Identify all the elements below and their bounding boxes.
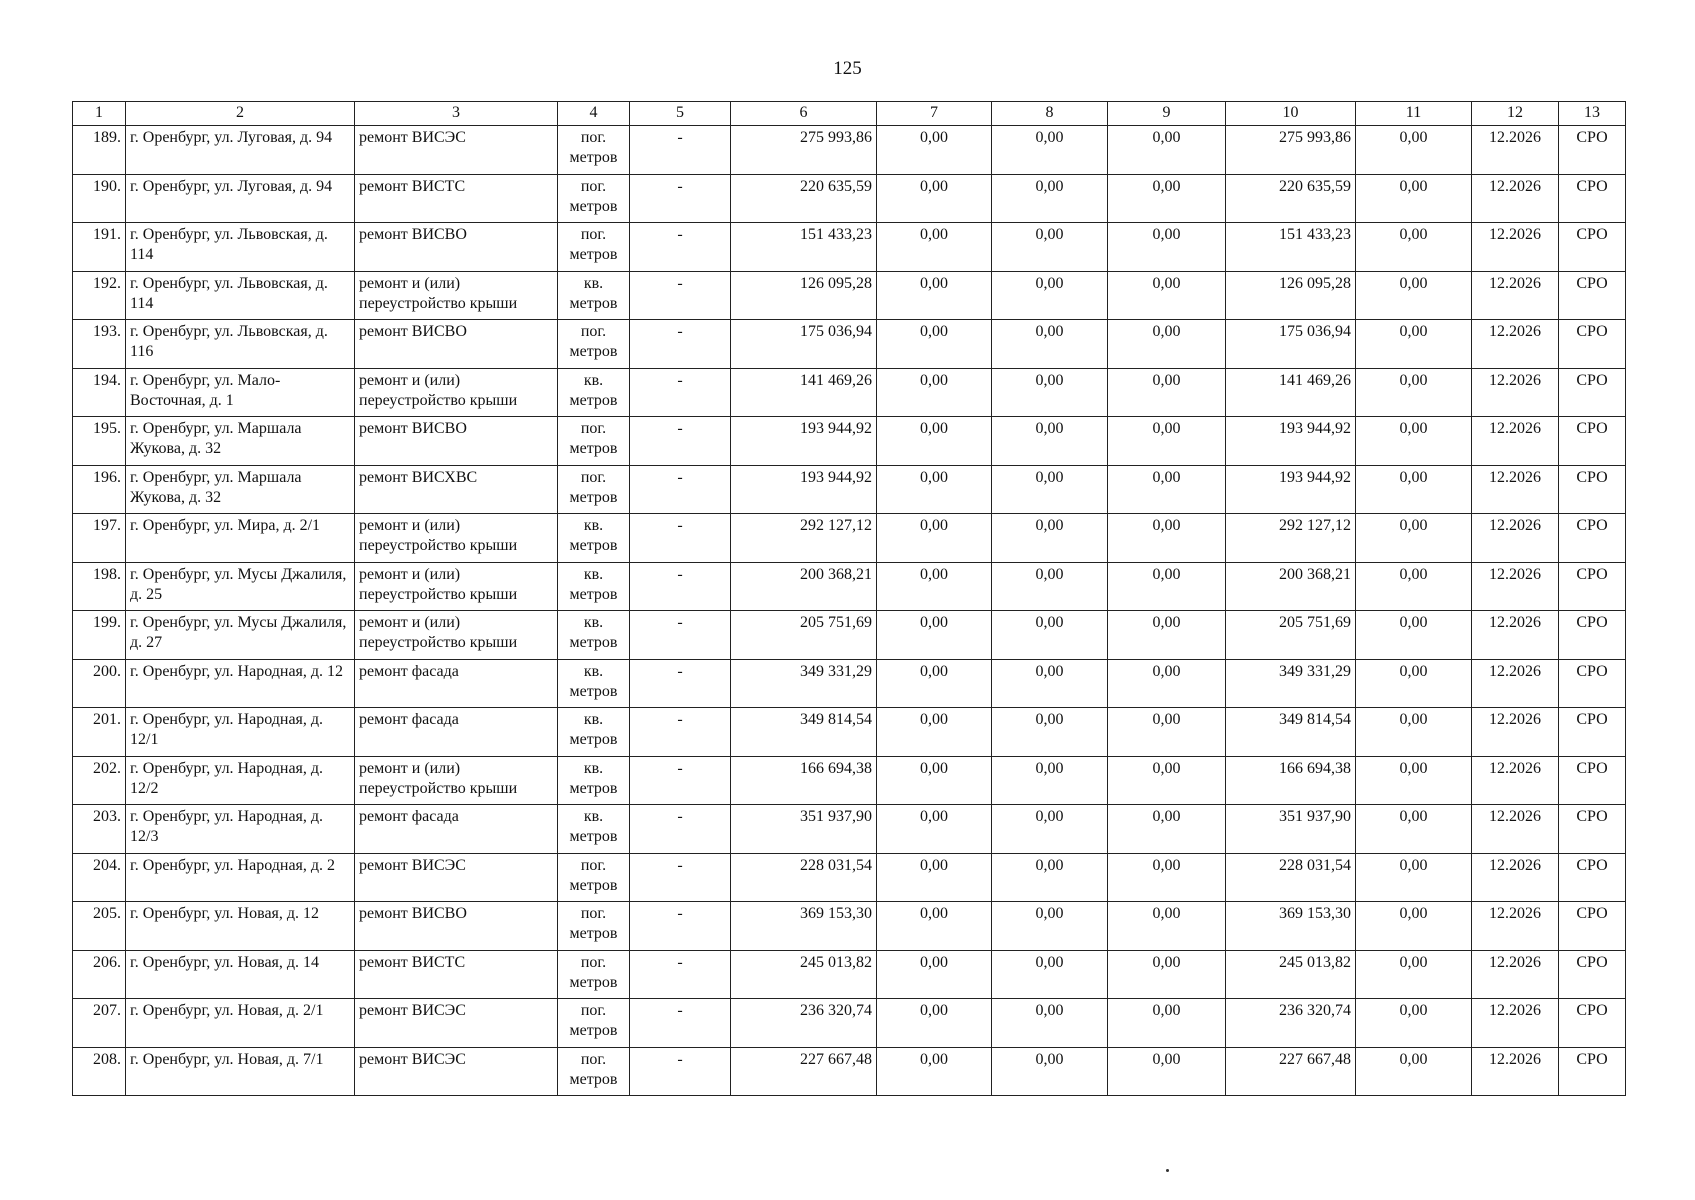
local-budget-cell: 0,00 <box>1108 514 1226 563</box>
table-row <box>73 756 1626 805</box>
unit-cell: пог. метров <box>558 126 630 175</box>
address-cell: г. Оренбург, ул. Новая, д. 2/1 <box>126 999 355 1048</box>
local-budget-cell: 0,00 <box>1108 223 1226 272</box>
other-funds-cell: 0,00 <box>1356 999 1472 1048</box>
budget-cell: 0,00 <box>992 465 1108 514</box>
owners-funds-cell: 227 667,48 <box>1226 1047 1356 1096</box>
budget-cell: 0,00 <box>992 950 1108 999</box>
column-header: 8 <box>992 102 1108 126</box>
budget-cell: 0,00 <box>992 223 1108 272</box>
completion-date-cell: 12.2026 <box>1472 853 1559 902</box>
owners-funds-cell: 200 368,21 <box>1226 562 1356 611</box>
local-budget-cell: 0,00 <box>1108 902 1226 951</box>
total-cost-cell: 351 937,90 <box>731 805 877 854</box>
column-header: 7 <box>877 102 992 126</box>
unit-cell: пог. метров <box>558 320 630 369</box>
total-cost-cell: 245 013,82 <box>731 950 877 999</box>
row-number-cell: 198. <box>73 562 126 611</box>
owners-funds-cell: 166 694,38 <box>1226 756 1356 805</box>
quantity-cell: - <box>630 902 731 951</box>
budget-cell: 0,00 <box>992 1047 1108 1096</box>
other-funds-cell: 0,00 <box>1356 465 1472 514</box>
other-funds-cell: 0,00 <box>1356 223 1472 272</box>
row-number-cell: 195. <box>73 417 126 466</box>
fund-cell: 0,00 <box>877 174 992 223</box>
unit-cell: кв. метров <box>558 659 630 708</box>
budget-cell: 0,00 <box>992 611 1108 660</box>
budget-cell: 0,00 <box>992 659 1108 708</box>
owners-funds-cell: 151 433,23 <box>1226 223 1356 272</box>
other-funds-cell: 0,00 <box>1356 562 1472 611</box>
other-funds-cell: 0,00 <box>1356 708 1472 757</box>
unit-cell: пог. метров <box>558 174 630 223</box>
operator-cell: СРО <box>1559 611 1626 660</box>
operator-cell: СРО <box>1559 368 1626 417</box>
other-funds-cell: 0,00 <box>1356 902 1472 951</box>
row-number-cell: 193. <box>73 320 126 369</box>
fund-cell: 0,00 <box>877 514 992 563</box>
work-type-cell: ремонт фасада <box>355 659 558 708</box>
operator-cell: СРО <box>1559 562 1626 611</box>
other-funds-cell: 0,00 <box>1356 611 1472 660</box>
owners-funds-cell: 205 751,69 <box>1226 611 1356 660</box>
completion-date-cell: 12.2026 <box>1472 708 1559 757</box>
completion-date-cell: 12.2026 <box>1472 659 1559 708</box>
completion-date-cell: 12.2026 <box>1472 126 1559 175</box>
quantity-cell: - <box>630 223 731 272</box>
table-row <box>73 805 1626 854</box>
local-budget-cell: 0,00 <box>1108 659 1226 708</box>
local-budget-cell: 0,00 <box>1108 417 1226 466</box>
address-cell: г. Оренбург, ул. Народная, д. 12/2 <box>126 756 355 805</box>
fund-cell: 0,00 <box>877 950 992 999</box>
unit-cell: пог. метров <box>558 902 630 951</box>
quantity-cell: - <box>630 708 731 757</box>
local-budget-cell: 0,00 <box>1108 611 1226 660</box>
quantity-cell: - <box>630 611 731 660</box>
table-row <box>73 950 1626 999</box>
unit-cell: кв. метров <box>558 368 630 417</box>
work-type-cell: ремонт ВИСХВС <box>355 465 558 514</box>
work-type-cell: ремонт и (или) переустройство крыши <box>355 271 558 320</box>
address-cell: г. Оренбург, ул. Мусы Джалиля, д. 25 <box>126 562 355 611</box>
owners-funds-cell: 292 127,12 <box>1226 514 1356 563</box>
table-row <box>73 999 1626 1048</box>
other-funds-cell: 0,00 <box>1356 417 1472 466</box>
owners-funds-cell: 349 814,54 <box>1226 708 1356 757</box>
address-cell: г. Оренбург, ул. Львовская, д. 114 <box>126 271 355 320</box>
completion-date-cell: 12.2026 <box>1472 174 1559 223</box>
column-header: 11 <box>1356 102 1472 126</box>
total-cost-cell: 349 331,29 <box>731 659 877 708</box>
other-funds-cell: 0,00 <box>1356 805 1472 854</box>
completion-date-cell: 12.2026 <box>1472 805 1559 854</box>
fund-cell: 0,00 <box>877 708 992 757</box>
column-header: 2 <box>126 102 355 126</box>
unit-cell: кв. метров <box>558 562 630 611</box>
address-cell: г. Оренбург, ул. Мусы Джалиля, д. 27 <box>126 611 355 660</box>
operator-cell: СРО <box>1559 708 1626 757</box>
unit-cell: кв. метров <box>558 611 630 660</box>
unit-cell: кв. метров <box>558 756 630 805</box>
total-cost-cell: 369 153,30 <box>731 902 877 951</box>
completion-date-cell: 12.2026 <box>1472 950 1559 999</box>
quantity-cell: - <box>630 805 731 854</box>
quantity-cell: - <box>630 659 731 708</box>
row-number-cell: 201. <box>73 708 126 757</box>
address-cell: г. Оренбург, ул. Новая, д. 14 <box>126 950 355 999</box>
owners-funds-cell: 369 153,30 <box>1226 902 1356 951</box>
fund-cell: 0,00 <box>877 465 992 514</box>
fund-cell: 0,00 <box>877 126 992 175</box>
owners-funds-cell: 193 944,92 <box>1226 417 1356 466</box>
column-header: 9 <box>1108 102 1226 126</box>
owners-funds-cell: 141 469,26 <box>1226 368 1356 417</box>
row-number-cell: 190. <box>73 174 126 223</box>
completion-date-cell: 12.2026 <box>1472 902 1559 951</box>
unit-cell: пог. метров <box>558 223 630 272</box>
unit-cell: кв. метров <box>558 708 630 757</box>
row-number-cell: 200. <box>73 659 126 708</box>
address-cell: г. Оренбург, ул. Народная, д. 12 <box>126 659 355 708</box>
total-cost-cell: 141 469,26 <box>731 368 877 417</box>
row-number-cell: 194. <box>73 368 126 417</box>
owners-funds-cell: 228 031,54 <box>1226 853 1356 902</box>
row-number-cell: 206. <box>73 950 126 999</box>
fund-cell: 0,00 <box>877 271 992 320</box>
other-funds-cell: 0,00 <box>1356 320 1472 369</box>
work-type-cell: ремонт и (или) переустройство крыши <box>355 611 558 660</box>
fund-cell: 0,00 <box>877 417 992 466</box>
unit-cell: пог. метров <box>558 950 630 999</box>
operator-cell: СРО <box>1559 853 1626 902</box>
operator-cell: СРО <box>1559 126 1626 175</box>
table-row <box>73 271 1626 320</box>
owners-funds-cell: 275 993,86 <box>1226 126 1356 175</box>
work-type-cell: ремонт ВИСЭС <box>355 1047 558 1096</box>
row-number-cell: 196. <box>73 465 126 514</box>
completion-date-cell: 12.2026 <box>1472 999 1559 1048</box>
fund-cell: 0,00 <box>877 562 992 611</box>
budget-cell: 0,00 <box>992 174 1108 223</box>
budget-cell: 0,00 <box>992 271 1108 320</box>
row-number-cell: 192. <box>73 271 126 320</box>
other-funds-cell: 0,00 <box>1356 271 1472 320</box>
budget-cell: 0,00 <box>992 708 1108 757</box>
budget-cell: 0,00 <box>992 805 1108 854</box>
fund-cell: 0,00 <box>877 1047 992 1096</box>
quantity-cell: - <box>630 417 731 466</box>
total-cost-cell: 236 320,74 <box>731 999 877 1048</box>
local-budget-cell: 0,00 <box>1108 805 1226 854</box>
column-header: 3 <box>355 102 558 126</box>
quantity-cell: - <box>630 514 731 563</box>
operator-cell: СРО <box>1559 1047 1626 1096</box>
local-budget-cell: 0,00 <box>1108 271 1226 320</box>
completion-date-cell: 12.2026 <box>1472 756 1559 805</box>
completion-date-cell: 12.2026 <box>1472 271 1559 320</box>
completion-date-cell: 12.2026 <box>1472 417 1559 466</box>
local-budget-cell: 0,00 <box>1108 174 1226 223</box>
other-funds-cell: 0,00 <box>1356 1047 1472 1096</box>
column-header: 4 <box>558 102 630 126</box>
address-cell: г. Оренбург, ул. Новая, д. 7/1 <box>126 1047 355 1096</box>
local-budget-cell: 0,00 <box>1108 465 1226 514</box>
total-cost-cell: 228 031,54 <box>731 853 877 902</box>
work-type-cell: ремонт и (или) переустройство крыши <box>355 756 558 805</box>
other-funds-cell: 0,00 <box>1356 368 1472 417</box>
address-cell: г. Оренбург, ул. Львовская, д. 114 <box>126 223 355 272</box>
unit-cell: кв. метров <box>558 514 630 563</box>
total-cost-cell: 126 095,28 <box>731 271 877 320</box>
quantity-cell: - <box>630 320 731 369</box>
owners-funds-cell: 349 331,29 <box>1226 659 1356 708</box>
completion-date-cell: 12.2026 <box>1472 562 1559 611</box>
work-type-cell: ремонт ВИСВО <box>355 417 558 466</box>
repair-registry-table <box>72 101 1626 1096</box>
unit-cell: пог. метров <box>558 417 630 466</box>
local-budget-cell: 0,00 <box>1108 950 1226 999</box>
column-header: 5 <box>630 102 731 126</box>
row-number-cell: 207. <box>73 999 126 1048</box>
owners-funds-cell: 220 635,59 <box>1226 174 1356 223</box>
other-funds-cell: 0,00 <box>1356 126 1472 175</box>
quantity-cell: - <box>630 562 731 611</box>
operator-cell: СРО <box>1559 465 1626 514</box>
operator-cell: СРО <box>1559 223 1626 272</box>
local-budget-cell: 0,00 <box>1108 853 1226 902</box>
work-type-cell: ремонт ВИСВО <box>355 320 558 369</box>
operator-cell: СРО <box>1559 514 1626 563</box>
address-cell: г. Оренбург, ул. Маршала Жукова, д. 32 <box>126 465 355 514</box>
row-number-cell: 205. <box>73 902 126 951</box>
work-type-cell: ремонт фасада <box>355 708 558 757</box>
total-cost-cell: 275 993,86 <box>731 126 877 175</box>
column-header: 13 <box>1559 102 1626 126</box>
table-row <box>73 514 1626 563</box>
owners-funds-cell: 193 944,92 <box>1226 465 1356 514</box>
unit-cell: пог. метров <box>558 853 630 902</box>
quantity-cell: - <box>630 950 731 999</box>
quantity-cell: - <box>630 999 731 1048</box>
column-header: 12 <box>1472 102 1559 126</box>
other-funds-cell: 0,00 <box>1356 950 1472 999</box>
unit-cell: пог. метров <box>558 999 630 1048</box>
budget-cell: 0,00 <box>992 756 1108 805</box>
owners-funds-cell: 245 013,82 <box>1226 950 1356 999</box>
row-number-cell: 203. <box>73 805 126 854</box>
work-type-cell: ремонт фасада <box>355 805 558 854</box>
quantity-cell: - <box>630 1047 731 1096</box>
work-type-cell: ремонт ВИСЭС <box>355 126 558 175</box>
budget-cell: 0,00 <box>992 853 1108 902</box>
total-cost-cell: 193 944,92 <box>731 417 877 466</box>
work-type-cell: ремонт и (или) переустройство крыши <box>355 368 558 417</box>
address-cell: г. Оренбург, ул. Народная, д. 12/3 <box>126 805 355 854</box>
local-budget-cell: 0,00 <box>1108 320 1226 369</box>
address-cell: г. Оренбург, ул. Народная, д. 12/1 <box>126 708 355 757</box>
address-cell: г. Оренбург, ул. Мало-Восточная, д. 1 <box>126 368 355 417</box>
address-cell: г. Оренбург, ул. Народная, д. 2 <box>126 853 355 902</box>
operator-cell: СРО <box>1559 950 1626 999</box>
address-cell: г. Оренбург, ул. Луговая, д. 94 <box>126 126 355 175</box>
total-cost-cell: 227 667,48 <box>731 1047 877 1096</box>
table-row <box>73 368 1626 417</box>
address-cell: г. Оренбург, ул. Маршала Жукова, д. 32 <box>126 417 355 466</box>
work-type-cell: ремонт ВИСВО <box>355 902 558 951</box>
completion-date-cell: 12.2026 <box>1472 1047 1559 1096</box>
address-cell: г. Оренбург, ул. Львовская, д. 116 <box>126 320 355 369</box>
row-number-cell: 208. <box>73 1047 126 1096</box>
total-cost-cell: 175 036,94 <box>731 320 877 369</box>
total-cost-cell: 200 368,21 <box>731 562 877 611</box>
other-funds-cell: 0,00 <box>1356 756 1472 805</box>
completion-date-cell: 12.2026 <box>1472 465 1559 514</box>
table-row <box>73 465 1626 514</box>
fund-cell: 0,00 <box>877 756 992 805</box>
work-type-cell: ремонт и (или) переустройство крыши <box>355 514 558 563</box>
local-budget-cell: 0,00 <box>1108 1047 1226 1096</box>
completion-date-cell: 12.2026 <box>1472 320 1559 369</box>
completion-date-cell: 12.2026 <box>1472 514 1559 563</box>
table-body <box>73 126 1626 1096</box>
operator-cell: СРО <box>1559 805 1626 854</box>
table-row <box>73 417 1626 466</box>
row-number-cell: 202. <box>73 756 126 805</box>
work-type-cell: ремонт ВИСВО <box>355 223 558 272</box>
table-row <box>73 320 1626 369</box>
unit-cell: пог. метров <box>558 1047 630 1096</box>
owners-funds-cell: 126 095,28 <box>1226 271 1356 320</box>
column-header: 10 <box>1226 102 1356 126</box>
table-row <box>73 853 1626 902</box>
operator-cell: СРО <box>1559 271 1626 320</box>
scan-speck <box>1166 1169 1169 1172</box>
owners-funds-cell: 175 036,94 <box>1226 320 1356 369</box>
fund-cell: 0,00 <box>877 902 992 951</box>
completion-date-cell: 12.2026 <box>1472 368 1559 417</box>
address-cell: г. Оренбург, ул. Луговая, д. 94 <box>126 174 355 223</box>
local-budget-cell: 0,00 <box>1108 756 1226 805</box>
other-funds-cell: 0,00 <box>1356 853 1472 902</box>
completion-date-cell: 12.2026 <box>1472 223 1559 272</box>
local-budget-cell: 0,00 <box>1108 126 1226 175</box>
total-cost-cell: 151 433,23 <box>731 223 877 272</box>
budget-cell: 0,00 <box>992 368 1108 417</box>
table-row <box>73 562 1626 611</box>
budget-cell: 0,00 <box>992 999 1108 1048</box>
budget-cell: 0,00 <box>992 902 1108 951</box>
fund-cell: 0,00 <box>877 805 992 854</box>
table-row <box>73 174 1626 223</box>
local-budget-cell: 0,00 <box>1108 999 1226 1048</box>
address-cell: г. Оренбург, ул. Мира, д. 2/1 <box>126 514 355 563</box>
row-number-cell: 197. <box>73 514 126 563</box>
table-row <box>73 708 1626 757</box>
operator-cell: СРО <box>1559 659 1626 708</box>
operator-cell: СРО <box>1559 756 1626 805</box>
total-cost-cell: 193 944,92 <box>731 465 877 514</box>
operator-cell: СРО <box>1559 174 1626 223</box>
column-header: 1 <box>73 102 126 126</box>
row-number-cell: 189. <box>73 126 126 175</box>
total-cost-cell: 292 127,12 <box>731 514 877 563</box>
work-type-cell: ремонт ВИСЭС <box>355 999 558 1048</box>
quantity-cell: - <box>630 174 731 223</box>
table-row <box>73 902 1626 951</box>
work-type-cell: ремонт ВИСТС <box>355 950 558 999</box>
local-budget-cell: 0,00 <box>1108 562 1226 611</box>
fund-cell: 0,00 <box>877 320 992 369</box>
completion-date-cell: 12.2026 <box>1472 611 1559 660</box>
operator-cell: СРО <box>1559 417 1626 466</box>
work-type-cell: ремонт и (или) переустройство крыши <box>355 562 558 611</box>
other-funds-cell: 0,00 <box>1356 174 1472 223</box>
row-number-cell: 199. <box>73 611 126 660</box>
table-row <box>73 126 1626 175</box>
fund-cell: 0,00 <box>877 368 992 417</box>
unit-cell: пог. метров <box>558 465 630 514</box>
quantity-cell: - <box>630 756 731 805</box>
table-row <box>73 1047 1626 1096</box>
fund-cell: 0,00 <box>877 659 992 708</box>
fund-cell: 0,00 <box>877 853 992 902</box>
owners-funds-cell: 236 320,74 <box>1226 999 1356 1048</box>
total-cost-cell: 349 814,54 <box>731 708 877 757</box>
total-cost-cell: 205 751,69 <box>731 611 877 660</box>
work-type-cell: ремонт ВИСТС <box>355 174 558 223</box>
quantity-cell: - <box>630 126 731 175</box>
quantity-cell: - <box>630 853 731 902</box>
budget-cell: 0,00 <box>992 320 1108 369</box>
quantity-cell: - <box>630 368 731 417</box>
budget-cell: 0,00 <box>992 417 1108 466</box>
local-budget-cell: 0,00 <box>1108 368 1226 417</box>
fund-cell: 0,00 <box>877 611 992 660</box>
work-type-cell: ремонт ВИСЭС <box>355 853 558 902</box>
owners-funds-cell: 351 937,90 <box>1226 805 1356 854</box>
table-row <box>73 611 1626 660</box>
budget-cell: 0,00 <box>992 126 1108 175</box>
budget-cell: 0,00 <box>992 562 1108 611</box>
fund-cell: 0,00 <box>877 999 992 1048</box>
column-number-row <box>73 102 1626 126</box>
quantity-cell: - <box>630 271 731 320</box>
table-row <box>73 659 1626 708</box>
column-header: 6 <box>731 102 877 126</box>
row-number-cell: 204. <box>73 853 126 902</box>
other-funds-cell: 0,00 <box>1356 514 1472 563</box>
total-cost-cell: 220 635,59 <box>731 174 877 223</box>
operator-cell: СРО <box>1559 320 1626 369</box>
unit-cell: кв. метров <box>558 271 630 320</box>
fund-cell: 0,00 <box>877 223 992 272</box>
row-number-cell: 191. <box>73 223 126 272</box>
operator-cell: СРО <box>1559 999 1626 1048</box>
address-cell: г. Оренбург, ул. Новая, д. 12 <box>126 902 355 951</box>
total-cost-cell: 166 694,38 <box>731 756 877 805</box>
local-budget-cell: 0,00 <box>1108 708 1226 757</box>
other-funds-cell: 0,00 <box>1356 659 1472 708</box>
quantity-cell: - <box>630 465 731 514</box>
operator-cell: СРО <box>1559 902 1626 951</box>
unit-cell: кв. метров <box>558 805 630 854</box>
table-row <box>73 223 1626 272</box>
budget-cell: 0,00 <box>992 514 1108 563</box>
page-number: 125 <box>833 58 862 79</box>
